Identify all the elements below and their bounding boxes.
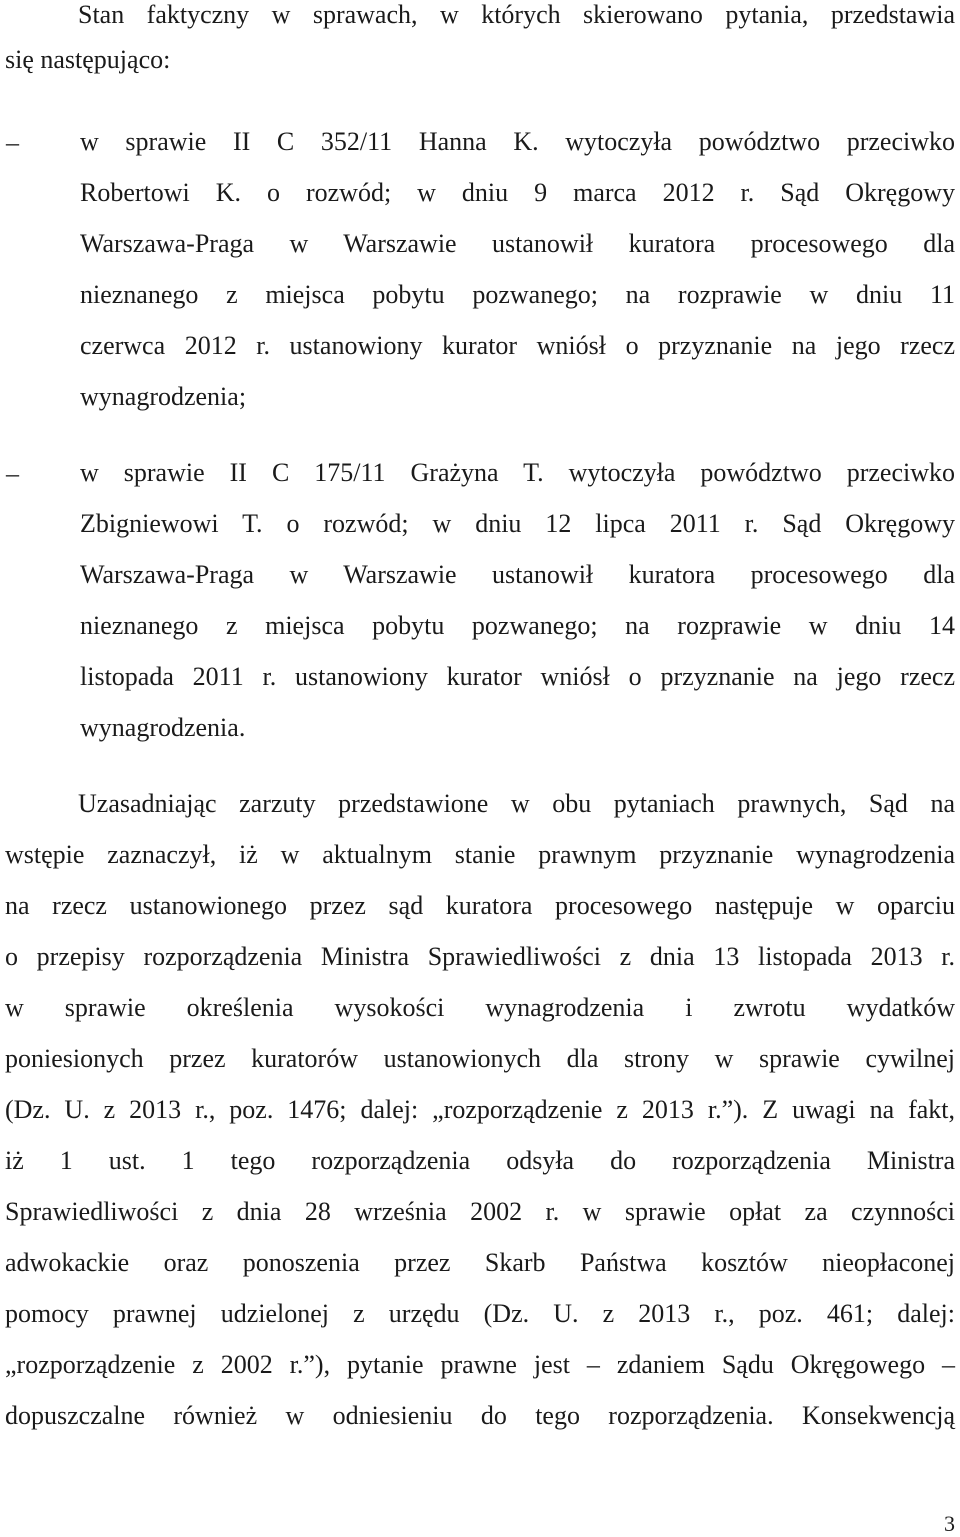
paragraph-line: wstępie zaznaczył, iż w aktualnym stanie prawnym przyznanie wynagrodzenia — [5, 840, 955, 869]
paragraph-line: adwokackie oraz ponoszenia przez Skarb Państwa kosztów nieopłaconej — [5, 1248, 955, 1277]
paragraph-line: iż 1 ust. 1 tego rozporządzenia odsyła do rozporządzenia Ministra — [5, 1146, 955, 1175]
list-item-2-line: Zbigniewowi T. o rozwód; w dniu 12 lipca 2011 r. Sąd Okręgowy — [80, 509, 955, 538]
list-item-2-line: Warszawa-Praga w Warszawie ustanowił kuratora procesowego dla — [80, 560, 955, 589]
paragraph-line: Sprawiedliwości z dnia 28 września 2002 r. w sprawie opłat za czynności — [5, 1197, 955, 1226]
paragraph-line: na rzecz ustanowionego przez sąd kuratora procesowego następuje w oparciu — [5, 891, 955, 920]
paragraph-line: Uzasadniając zarzuty przedstawione w obu pytaniach prawnych, Sąd na — [78, 789, 955, 818]
list-item-1-line: czerwca 2012 r. ustanowiony kurator wniósł o przyznanie na jego rzecz — [80, 331, 955, 360]
list-item-1-line: Robertowi K. o rozwód; w dniu 9 marca 2012 r. Sąd Okręgowy — [80, 178, 955, 207]
page-number: 3 — [944, 1511, 955, 1536]
paragraph-line: o przepisy rozporządzenia Ministra Sprawiedliwości z dnia 13 listopada 2013 r. — [5, 942, 955, 971]
list-item-2-line: wynagrodzenia. — [80, 713, 246, 742]
list-item-1-line: Warszawa-Praga w Warszawie ustanowił kuratora procesowego dla — [80, 229, 955, 258]
intro-line-1: Stan faktyczny w sprawach, w których skierowano pytania, przedstawia — [78, 0, 955, 29]
list-item-1-line: wynagrodzenia; — [80, 382, 247, 411]
list-dash-1: – — [6, 128, 19, 157]
paragraph-line: w sprawie określenia wysokości wynagrodzenia i zwrotu wydatków — [5, 993, 955, 1022]
list-item-2-line: w sprawie II C 175/11 Grażyna T. wytoczyła powództwo przeciwko — [80, 458, 955, 487]
list-dash-2: – — [6, 459, 19, 488]
paragraph-line: dopuszczalne również w odniesieniu do tego rozporządzenia. Konsekwencją — [5, 1401, 955, 1430]
list-item-1-line: w sprawie II C 352/11 Hanna K. wytoczyła powództwo przeciwko — [80, 127, 955, 156]
paragraph-line: (Dz. U. z 2013 r., poz. 1476; dalej: „rozporządzenie z 2013 r.”). Z uwagi na fakt, — [5, 1095, 955, 1124]
list-item-2-line: listopada 2011 r. ustanowiony kurator wniósł o przyznanie na jego rzecz — [80, 662, 955, 691]
paragraph-line: „rozporządzenie z 2002 r.”), pytanie prawne jest – zdaniem Sądu Okręgowego – — [5, 1350, 955, 1379]
intro-line-2: się następująco: — [5, 45, 171, 74]
paragraph-line: poniesionych przez kuratorów ustanowionych dla strony w sprawie cywilnej — [5, 1044, 955, 1073]
paragraph-line: pomocy prawnej udzielonej z urzędu (Dz. U. z 2013 r., poz. 461; dalej: — [5, 1299, 955, 1328]
list-item-1-line: nieznanego z miejsca pobytu pozwanego; na rozprawie w dniu 11 — [80, 280, 955, 309]
list-item-2-line: nieznanego z miejsca pobytu pozwanego; na rozprawie w dniu 14 — [80, 611, 955, 640]
